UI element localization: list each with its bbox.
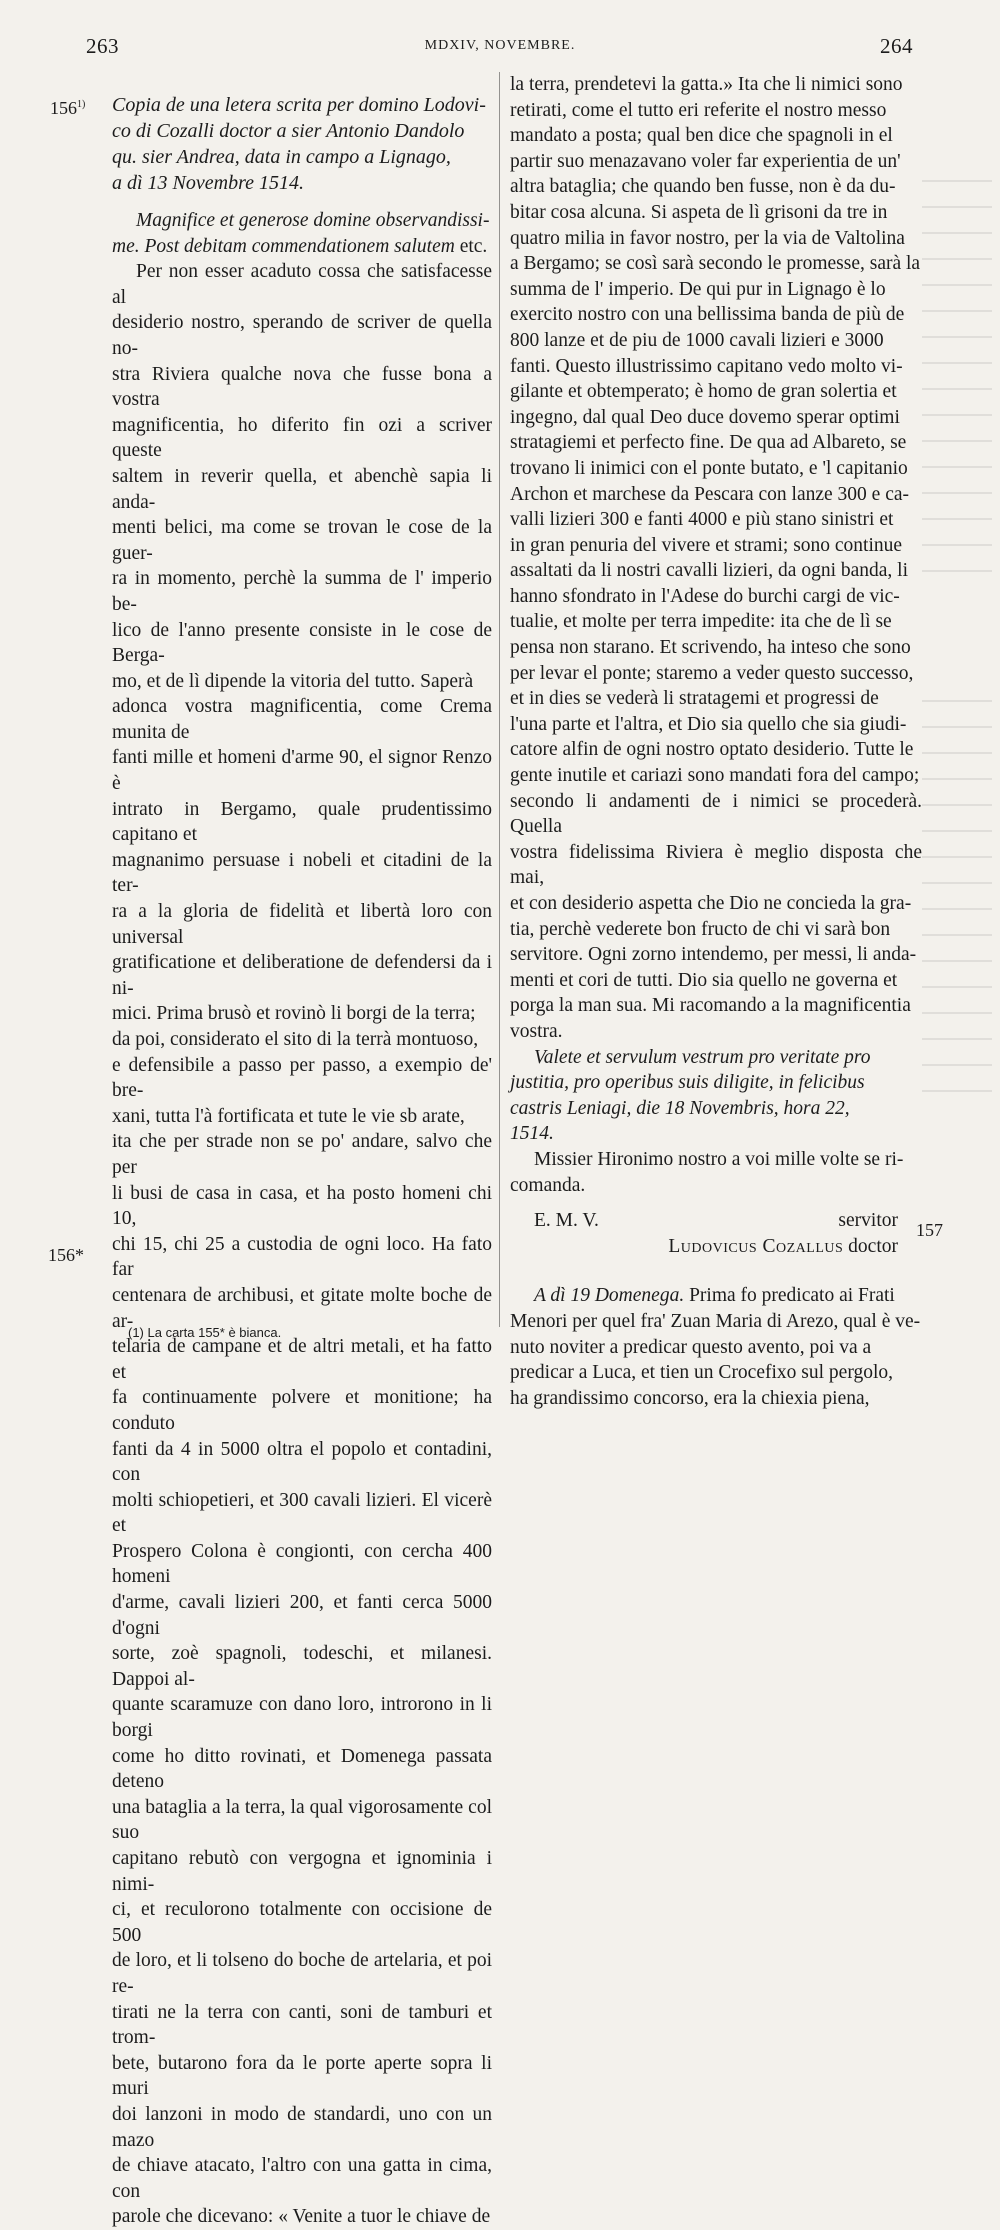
body-line: stra Riviera qualche nova che fusse bona a vostra [112, 363, 492, 411]
signature-row [510, 1208, 922, 1234]
margin-number-bottom-left: 156* [48, 1245, 84, 1265]
body-line: molti schiopetieri, et 300 cavali lizieri. El vicerè et [112, 1489, 492, 1537]
valete-line: castris Leniagi, die 18 Novembris, hora 22, [510, 1097, 850, 1119]
body-line: una bataglia a la terra, la qual vigorosamente col suo [112, 1796, 492, 1844]
postscript-line: Missier Hironimo nostro a voi mille volte se ri- [534, 1148, 904, 1170]
body-line: parole che dicevano: « Venite a tuor le chiave de [112, 2206, 491, 2228]
body-line: in gran penuria del vivere et strami; sono continue [510, 534, 903, 556]
body-line: fanti da 4 in 5000 oltra el popolo et contadini, con [112, 1438, 492, 1486]
title-line: a dì 13 Novembre 1514. [112, 172, 305, 194]
entry-line: Menori per quel fra' Zuan Maria di Arezo, qual è ve- [510, 1310, 921, 1332]
body-line: mo, et de lì dipende la vitoria del tutto. Saperà [112, 670, 474, 692]
body-line: ra a la gloria de fidelità et libertà loro con universal [112, 901, 492, 948]
body-line: et con desiderio aspetta che Dio ne concieda la gra- [510, 893, 912, 914]
body-line: vostra fidelissima Riviera è meglio disposta che mai, [510, 841, 922, 889]
body-line: porga la man sua. Mi racomando a la magnificentia [510, 995, 911, 1017]
valete-passage [510, 1045, 922, 1147]
column-divider [499, 72, 500, 1327]
letter-title [112, 92, 492, 196]
body-line: xani, tutta l'à fortificata et tute le vie sb arate, [112, 1105, 465, 1127]
body-line: mandato a posta; qual ben dice che spagnoli in el [510, 125, 893, 147]
body-line: altra bataglia; che quando ben fusse, non è da du- [510, 176, 896, 198]
body-line: vostra. [510, 1020, 563, 1042]
valete-line: 1514. [510, 1123, 554, 1145]
body-line: Per non esser acaduto cossa che satisfacesse al [112, 261, 492, 308]
body-line: Archon et marchese da Pescara con lanze 300 e ca- [510, 483, 909, 505]
body-line: l'una parte et l'altra, et Dio sia quello che sia giudi- [510, 713, 907, 735]
body-line: centenara de archibusi, et gitate molte boche de ar- [112, 1284, 492, 1332]
body-line: hanno sfondrato in l'Adese do burchi cargi de vic- [510, 585, 900, 607]
body-line: tia, perchè vederete bon fructo de chi vi sarà bon [510, 918, 891, 940]
margin-number-bottom-right: 157 [916, 1220, 943, 1240]
body-line: pensa non starano. Et scrivendo, ha inteso che sono [510, 637, 911, 659]
left-column [112, 72, 492, 2230]
margin-number-top: 156$^{1)}$ [50, 98, 86, 118]
body-line: 800 lanze et de piu de 1000 cavali lizieri e 3000 [510, 329, 884, 351]
body-line: e defensibile a passo per passo, a exempio de' bre- [112, 1054, 492, 1102]
body-line: menti belici, ma come se trovan le cose de la guer- [112, 517, 492, 564]
body-line: ingegno, dal qual Deo duce dovemo sperar optimi [510, 406, 900, 428]
body-line: retirati, come el tutto eri referite el nostro messo [510, 99, 887, 121]
body-line: gente inutile et cariazi sono mandati fora del campo; [510, 765, 920, 787]
body-line: assaltati da li nostri cavalli lizieri, da ogni banda, li [510, 560, 909, 582]
body-line: capitano rebutò con vergogna et ignominia i nimi- [112, 1848, 492, 1895]
body-line: ita che per strade non se po' andare, salvo che per [112, 1131, 492, 1178]
entry-line: predicar a Luca, et tien un Crocefixo sul pergolo, [510, 1362, 894, 1384]
signature-closing: servitor [838, 1210, 898, 1232]
body-line: per levar el ponte; staremo a veder questo successo, [510, 662, 914, 684]
body-line: telaria de campane et de altri metali, et ha fatto et [112, 1336, 492, 1383]
show-through-text [922, 180, 992, 580]
body-line: servitore. Ogni zorno intendemo, per messi, li anda- [510, 944, 917, 966]
show-through-text [922, 700, 992, 1100]
body-line: et in dies se vederà li stratagemi et progressi de [510, 688, 879, 710]
body-line: fanti. Questo illustrissimo capitano vedo molto vi- [510, 355, 903, 377]
body-line: intrato in Bergamo, quale prudentissimo capitano et [112, 798, 492, 846]
diary-entry [510, 1309, 922, 1411]
valete-line: justitia, pro operibus suis diligite, in felicibus [510, 1072, 865, 1094]
entry-line: nuto noviter a predicar questo avento, poi va a [510, 1336, 872, 1358]
body-line: saltem in reverir quella, et abenchè sapia li anda- [112, 465, 492, 513]
body-line: li busi de casa in casa, et ha posto homeni chi 10, [112, 1182, 492, 1230]
body-line: gratificatione et deliberatione de defendersi da i ni- [112, 952, 492, 999]
body-line: tualie, et molte per terra impedite: ita che de lì se [510, 611, 892, 633]
title-line: qu. sier Andrea, data in campo a Lignago, [112, 146, 451, 168]
body-line: valli lizieri 300 e fanti 4000 e più stano sinistri et [510, 509, 894, 531]
body-line: d'arme, cavali lizieri 200, et fanti cerca 5000 d'ogni [112, 1592, 492, 1639]
body-line: menti et cori de tutti. Dio sia quello ne governa et [510, 969, 898, 991]
body-line: gilante et obtemperato; è homo de gran solertia et [510, 381, 897, 403]
body-line: tirati ne la terra con canti, soni de tamburi et trom- [112, 2001, 492, 2049]
body-line: ci, et reculorono totalmente con occisione de 500 [112, 1899, 492, 1946]
body-line: de chiave atacato, l'altro con una gatta in cima, con [112, 2155, 492, 2202]
letter-body-continued [510, 72, 922, 1045]
body-line: Prospero Colona è congionti, con cercha 400 homeni [112, 1540, 492, 1588]
postscript-line: comanda. [510, 1174, 586, 1196]
footnote: (1) La carta 155* è bianca. [128, 1325, 282, 1340]
body-line: adonca vostra magnificentia, come Crema munita de [112, 696, 492, 743]
body-line: trovano li inimici con el ponte butato, e 'l capitanio [510, 457, 908, 479]
diary-entry-first-line: A dì 19 Domenega. Prima fo predicato ai Frati [534, 1285, 895, 1307]
body-line: da poi, considerato el sito di la terrà montuoso, [112, 1029, 479, 1050]
body-line: summa de l' imperio. De qui pur in Lignago è lo [510, 278, 886, 300]
footnote-mark: 1) [77, 99, 86, 110]
body-line: fa continuamente polvere et monitione; ha conduto [112, 1387, 492, 1434]
right-page-number: 264 [880, 34, 913, 58]
greeting-line: me. Post debitam commendationem salutem etc. [112, 235, 488, 257]
left-page-number: 263 [86, 34, 119, 58]
body-line: a Bergamo; se così sarà secondo le promesse, sarà la [510, 253, 921, 275]
body-line: magnanimo persuase i nobeli et citadini de la ter- [112, 849, 492, 897]
body-line: partir suo menazavano voler far experientia de un' [510, 150, 901, 172]
body-line: exercito nostro con una bellissima banda de più de [510, 304, 905, 326]
body-line: catore alfin de ogni nostro optato desiderio. Tutte le [510, 739, 914, 761]
entry-line: ha grandissimo concorso, era la chiexia piena, [510, 1387, 870, 1409]
body-line: magnificentia, ho diferito fin ozi a scriver queste [112, 414, 492, 462]
body-line: quante scaramuze con dano loro, introrono in li borgi [112, 1694, 492, 1742]
body-line: ra in momento, perchè la summa de l' imperio be- [112, 568, 492, 615]
body-line: bete, butarono fora da le porte aperte sopra li muri [112, 2052, 492, 2100]
running-head: MDXIV, NOVEMBRE. [424, 38, 576, 53]
signature-initials: E. M. V. [534, 1210, 599, 1232]
body-line: come ho ditto rovinati, et Domenega passata deteno [112, 1745, 492, 1793]
letter-body [112, 259, 492, 2230]
title-line: co di Cozalli doctor a sier Antonio Dandolo [112, 120, 465, 142]
body-line: de loro, et li tolseno do boche de artelaria, et poi re- [112, 1950, 492, 1997]
body-line: mici. Prima brusò et rovinò li borgi de la terra; [112, 1003, 476, 1025]
body-line: quatro milia in favor nostro, per la via de Valtolina [510, 227, 905, 249]
greeting-line: Magnifice et generose domine observandissi- [136, 210, 490, 231]
body-line: secondo li andamenti de i nimici se procederà. Quella [510, 790, 922, 838]
body-line: sorte, zoè spagnoli, todeschi, et milanesi. Dappoi al- [112, 1643, 492, 1690]
signature-name: Ludovicus Cozallus doctor [668, 1235, 898, 1257]
body-line: stratagiemi et perfecto fine. De qua ad Albareto, se [510, 432, 907, 454]
right-column [510, 72, 922, 1411]
body-line: doi lanzoni in modo de standardi, uno con un mazo [112, 2103, 492, 2151]
title-line: Copia de una letera scrita per domino Lodovi- [112, 94, 486, 116]
body-line: fanti mille et homeni d'arme 90, el signor Renzo è [112, 747, 492, 795]
valete-line: Valete et servulum vestrum pro veritate pro [534, 1046, 871, 1068]
body-line: chi 15, chi 25 a custodia de ogni loco. Ha fato far [112, 1233, 492, 1281]
body-line: la terra, prendetevi la gatta.» Ita che li nimici sono [510, 74, 903, 95]
body-line: bitar cosa alcuna. Si aspeta de lì grisoni da tre in [510, 201, 888, 223]
body-line: lico de l'anno presente consiste in le cose de Berga- [112, 619, 492, 667]
body-line: desiderio nostro, sperando de scriver de quella no- [112, 312, 492, 359]
